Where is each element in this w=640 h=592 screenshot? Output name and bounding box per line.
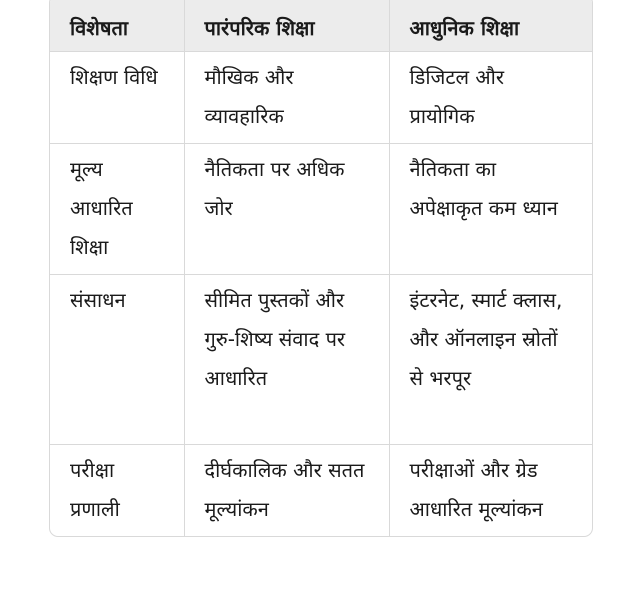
- cell-traditional: दीर्घकालिक और सतत मूल्यांकन: [184, 444, 389, 536]
- header-feature: विशेषता: [50, 0, 184, 51]
- comparison-table-container: [49, 0, 593, 537]
- table-row: [50, 51, 592, 143]
- cell-modern: इंटरनेट, स्मार्ट क्लास, और ऑनलाइन स्रोतों से भरपूर: [389, 274, 592, 444]
- header-traditional-education: पारंपरिक शिक्षा: [184, 0, 389, 51]
- comparison-table: [50, 0, 592, 536]
- table-body: [50, 51, 592, 536]
- cell-feature: मूल्य आधारित शिक्षा: [50, 143, 184, 274]
- header-modern-education: आधुनिक शिक्षा: [389, 0, 592, 51]
- cell-traditional: सीमित पुस्तकों और गुरु-शिष्य संवाद पर आधारित: [184, 274, 389, 444]
- cell-traditional: मौखिक और व्यावहारिक: [184, 51, 389, 143]
- cell-feature: परीक्षा प्रणाली: [70, 457, 120, 521]
- table-row: [50, 444, 592, 536]
- table-header: [50, 0, 592, 51]
- cell-feature: शिक्षण विधि: [50, 51, 184, 143]
- cell-traditional: नैतिकता पर अधिक जोर: [184, 143, 389, 274]
- header-row: [50, 0, 592, 51]
- table-row: [50, 143, 592, 274]
- cell-modern: डिजिटल और प्रायोगिक: [389, 51, 592, 143]
- cell-modern: परीक्षाओं और ग्रेड आधारित मूल्यांकन: [389, 444, 592, 536]
- table-row: [50, 274, 592, 444]
- cell-feature: संसाधन: [50, 274, 184, 444]
- cell-modern: नैतिकता का अपेक्षाकृत कम ध्यान: [389, 143, 592, 274]
